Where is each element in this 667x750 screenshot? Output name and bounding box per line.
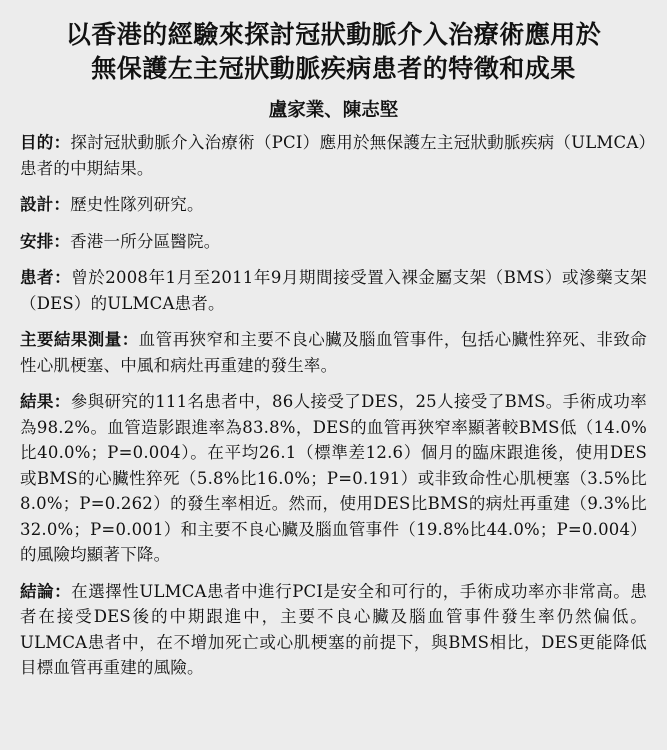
title-line-2: 無保護左主冠狀動脈疾病患者的特徵和成果: [91, 54, 576, 83]
section-label: 安排：: [20, 231, 71, 251]
section-results: [20, 389, 647, 568]
article-title: [20, 18, 647, 86]
section-label: 患者：: [20, 268, 72, 287]
section-text: 歷史性隊列研究。: [70, 195, 204, 214]
authors: 盧家業、陳志堅: [268, 100, 399, 121]
section-objective: [20, 130, 647, 181]
section-label: 主要結果測量：: [20, 330, 139, 349]
section-outcome-measures: [20, 327, 647, 378]
section-text: 香港一所分區醫院。: [70, 231, 221, 251]
section-setting: [20, 229, 647, 255]
section-text: 血管再狹窄和主要不良心臟及腦血管事件，包括心臟性猝死、非致命性心肌梗塞、中風和病灶再重建的發生率。: [20, 330, 647, 375]
section-text: 參與研究的111名患者中，86人接受了DES，25人接受了BMS。手術成功率為98.2%。血管造影跟進率為83.8%，DES的血管再狹窄率顯著較BMS低（14.0%比40.0%；P=0.004）。在平均26.1（標準差12.6）個月的臨床跟進後，使用DES或BMS的心臟性猝死（5.8%比16.0%；P=0.191）或非致命性心肌梗塞（3.5%比8.0%；P=0.262）的發生率相近。然而，使用DES比BMS的病灶再重建（9.3%比32.0%；P=0.001）和主要不良心臟及腦血管事件（19.8%比44.0%；P=0.004）的風險均顯著下降。: [20, 392, 647, 564]
section-text: 探討冠狀動脈介入治療術（PCI）應用於無保護左主冠狀動脈疾病（ULMCA）患者的中期結果。: [20, 133, 647, 178]
section-patients: [20, 265, 647, 316]
section-label: 結果：: [20, 392, 71, 411]
section-label: 設計：: [20, 195, 71, 214]
section-label: 結論：: [20, 581, 72, 601]
section-text: 在選擇性ULMCA患者中進行PCI是安全和可行的，手術成功率亦非常高。患者在接受DES後的中期跟進中，主要不良心臟及腦血管事件發生率仍然偏低。ULMCA患者中，在不增加死亡或心肌梗塞的前提下，與BMS相比，DES更能降低目標血管再重建的風險。: [20, 581, 647, 677]
section-conclusions: [20, 579, 647, 681]
section-design: [20, 192, 647, 218]
title-line-1: 以香港的經驗來探討冠狀動脈介入治療術應用於: [65, 20, 602, 49]
section-label: 目的：: [20, 133, 71, 152]
section-text: 曾於2008年1月至2011年9月期間接受置入裸金屬支架（BMS）或滲藥支架（DES）的ULMCA患者。: [20, 268, 647, 313]
